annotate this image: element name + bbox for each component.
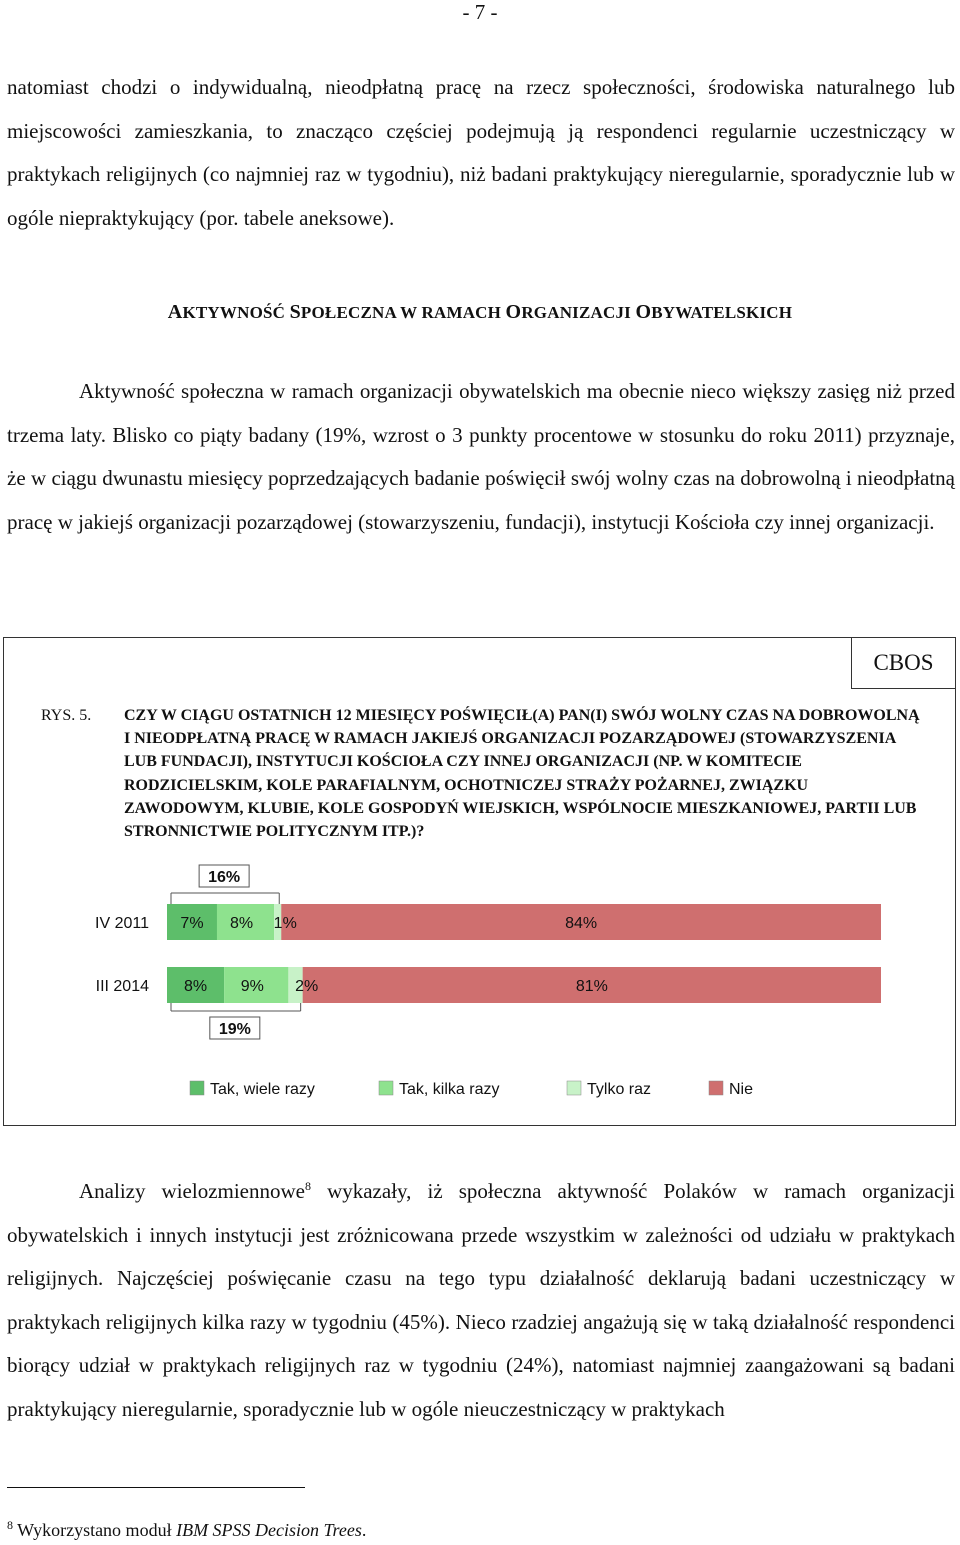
- footnote-ref: 8: [305, 1179, 311, 1193]
- total-label: 16%: [208, 869, 241, 886]
- value-label: 1%: [273, 915, 297, 932]
- legend-label: Tak, wiele razy: [210, 1081, 315, 1098]
- stacked-bar-chart: [4, 638, 955, 1125]
- value-label: 8%: [229, 915, 254, 932]
- heading-cap: O: [505, 301, 522, 323]
- footnote-text: Wykorzystano moduł: [13, 1520, 177, 1540]
- legend-label: Nie: [729, 1081, 754, 1098]
- figure-title: CZY W CIĄGU OSTATNICH 12 MIESIĘCY POŚWIĘCIŁ(A) PAN(I) SWÓJ WOLNY CZAS NA DOBROWOLNĄ I NIEODPŁATNĄ PRACĘ W RAMACH JAKIEJŚ ORGANIZACJI POZARZĄDOWEJ (STOWARZYSZENIA LUB FUNDACJI), INSTYTUCJI KOŚCIOŁA CZY INNEJ ORGANIZACJI (NP. W KOMITECIE RODZICIELSKIM, KOLE PARAFIALNYM, OCHOTNICZEJ STRAŻY POŻARNEJ, ZWIĄZKU ZAWODOWYM, KLUBIE, KOLE GOSPODYŃ WIEJSKICH, WSPÓLNOCIE MIESZKANIOWEJ, PARTII LUB STRONNICTWIE POLITYCZNYM ITP.)?: [124, 707, 920, 841]
- heading-cap: O: [635, 301, 652, 323]
- legend-label: Tylko raz: [587, 1081, 652, 1098]
- paragraph-2: [7, 370, 955, 544]
- footnote-separator: [7, 1487, 305, 1488]
- heading-cap: S: [289, 301, 301, 323]
- footnote: [7, 1518, 366, 1542]
- legend-swatch: [709, 1081, 723, 1095]
- footnote-end: .: [361, 1520, 367, 1540]
- legend-swatch: [379, 1081, 393, 1095]
- category-label: III 2014: [95, 978, 149, 995]
- paragraph-3-text: Analizy wielozmiennowe: [79, 1179, 305, 1203]
- section-heading: [0, 298, 960, 327]
- legend-swatch: [567, 1081, 581, 1095]
- figure-label: RYS. 5.: [41, 707, 92, 724]
- paragraph-1: natomiast chodzi o indywidualną, nieodpłatną pracę na rzecz społeczności, środowiska naturalnego lub miejscowości zamieszkania, to znacząco częściej podejmują ją respondenci regularnie uczestniczący w praktykach religijnych (co najmniej raz w tygodniu), niż badani praktykujący nieregularnie, sporadycznie lub w ogóle niepraktykujący (por. tabele aneksowe).: [7, 75, 955, 230]
- paragraph-3: [7, 1170, 955, 1431]
- figure-box: [3, 637, 956, 1126]
- total-label: 19%: [218, 1021, 251, 1038]
- footnote-italic: IBM SPSS Decision Trees: [176, 1520, 362, 1540]
- paragraph-3-text-cont: wykazały, iż społeczna aktywność Polaków w ramach organizacji obywatelskich i innych instytucji jest zróżnicowana przede wszystkim w zależności od udziału w praktykach religijnych. Najczęściej poświęcanie czasu na tego typu działalność deklarują badani uczestniczący w praktykach religijnych kilka razy w tygodniu (45%). Nieco rzadziej angażują się w taką działalność respondenci biorący udział w praktykach religijnych raz w tygodniu (24%), natomiast najmniej zaangażowani są badani praktykujący nieregularnie, sporadycznie lub w ogóle nieuczestniczący w praktykach: [7, 1179, 955, 1421]
- paragraph-2-text: Aktywność społeczna w ramach organizacji obywatelskich ma obecnie nieco większy zasięg niż przed trzema laty. Blisko co piąty badany (19%, wzrost o 3 punkty procentowe w stosunku do roku 2011) przyznaje, że w ciągu dwunastu miesięcy poprzedzających badanie poświęcił swój wolny czas na dobrowolną i nieodpłatną pracę w jakiejś organizacji pozarządowej (stowarzyszeniu, fundacji), instytucji Kościoła czy innej organizacji.: [7, 379, 955, 534]
- value-label: 84%: [565, 915, 598, 932]
- value-label: 9%: [240, 978, 264, 995]
- heading-cap: A: [167, 301, 183, 323]
- source-label: CBOS: [851, 637, 956, 689]
- page-number: - 7 -: [462, 0, 498, 24]
- value-label: 8%: [183, 978, 208, 995]
- footnote-number: 8: [7, 1518, 13, 1532]
- value-label: 7%: [180, 915, 204, 932]
- legend-label: Tak, kilka razy: [399, 1081, 500, 1098]
- heading-rest: POŁECZNA W RAMACH: [300, 303, 506, 322]
- heading-rest: KTYWNOŚĆ: [182, 303, 290, 322]
- value-label: 2%: [295, 978, 319, 995]
- value-label: 81%: [575, 978, 608, 995]
- legend-swatch: [190, 1081, 204, 1095]
- heading-rest: BYWATELSKICH: [651, 303, 793, 322]
- heading-rest: RGANIZACJI: [521, 303, 636, 322]
- category-label: IV 2011: [95, 915, 149, 932]
